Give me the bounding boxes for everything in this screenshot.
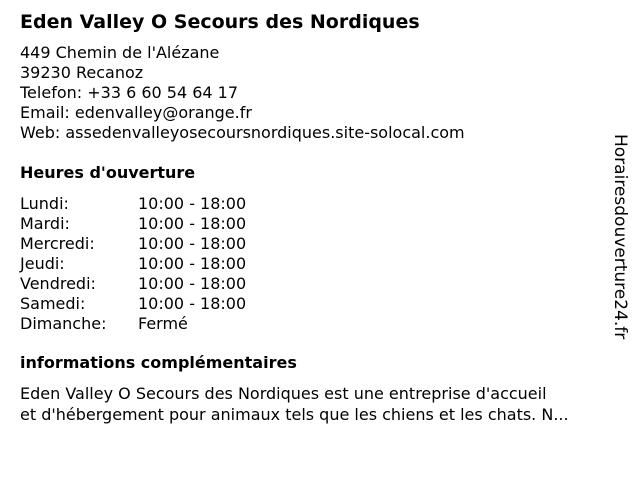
email-line[interactable]: Email: edenvalley@orange.fr [20,103,252,122]
hours-row-friday [20,274,246,294]
website-line[interactable]: Web: assedenvalleyosecoursnordiques.site-solocal.com [20,123,465,142]
business-name: Eden Valley O Secours des Nordiques [20,11,420,33]
hours-row-thursday [20,254,246,274]
time-value: 10:00 - 18:00 [138,294,247,313]
time-value: 10:00 - 18:00 [138,274,247,293]
additional-info-heading: informations complémentaires [20,353,297,372]
day-label: Samedi: [20,294,86,313]
day-label: Jeudi: [20,254,65,273]
time-value: 10:00 - 18:00 [138,214,247,233]
day-label: Dimanche: [20,314,107,333]
description-line-1: Eden Valley O Secours des Nordiques est une entreprise d'accueil [20,384,547,403]
contact-block [20,43,465,143]
hours-row-monday [20,194,246,214]
time-value: 10:00 - 18:00 [138,194,247,213]
time-value: 10:00 - 18:00 [138,234,247,253]
day-label: Mercredi: [20,234,95,253]
hours-row-saturday [20,294,246,314]
day-label: Mardi: [20,214,70,233]
hours-row-wednesday [20,234,246,254]
site-watermark: Horairesdouverture24.fr [610,134,630,340]
address-line-2: 39230 Recanoz [20,63,144,82]
address-line-1: 449 Chemin de l'Alézane [20,43,220,62]
day-label: Vendredi: [20,274,96,293]
opening-hours-table [20,194,246,334]
day-label: Lundi: [20,194,69,213]
time-value: Fermé [138,314,188,333]
phone-line[interactable]: Telefon: +33 6 60 54 64 17 [20,83,239,102]
business-description [20,383,620,425]
time-value: 10:00 - 18:00 [138,254,247,273]
opening-hours-heading: Heures d'ouverture [20,163,196,182]
hours-row-tuesday [20,214,246,234]
description-line-2: et d'hébergement pour animaux tels que les chiens et les chats. N... [20,405,569,424]
hours-row-sunday [20,314,246,334]
